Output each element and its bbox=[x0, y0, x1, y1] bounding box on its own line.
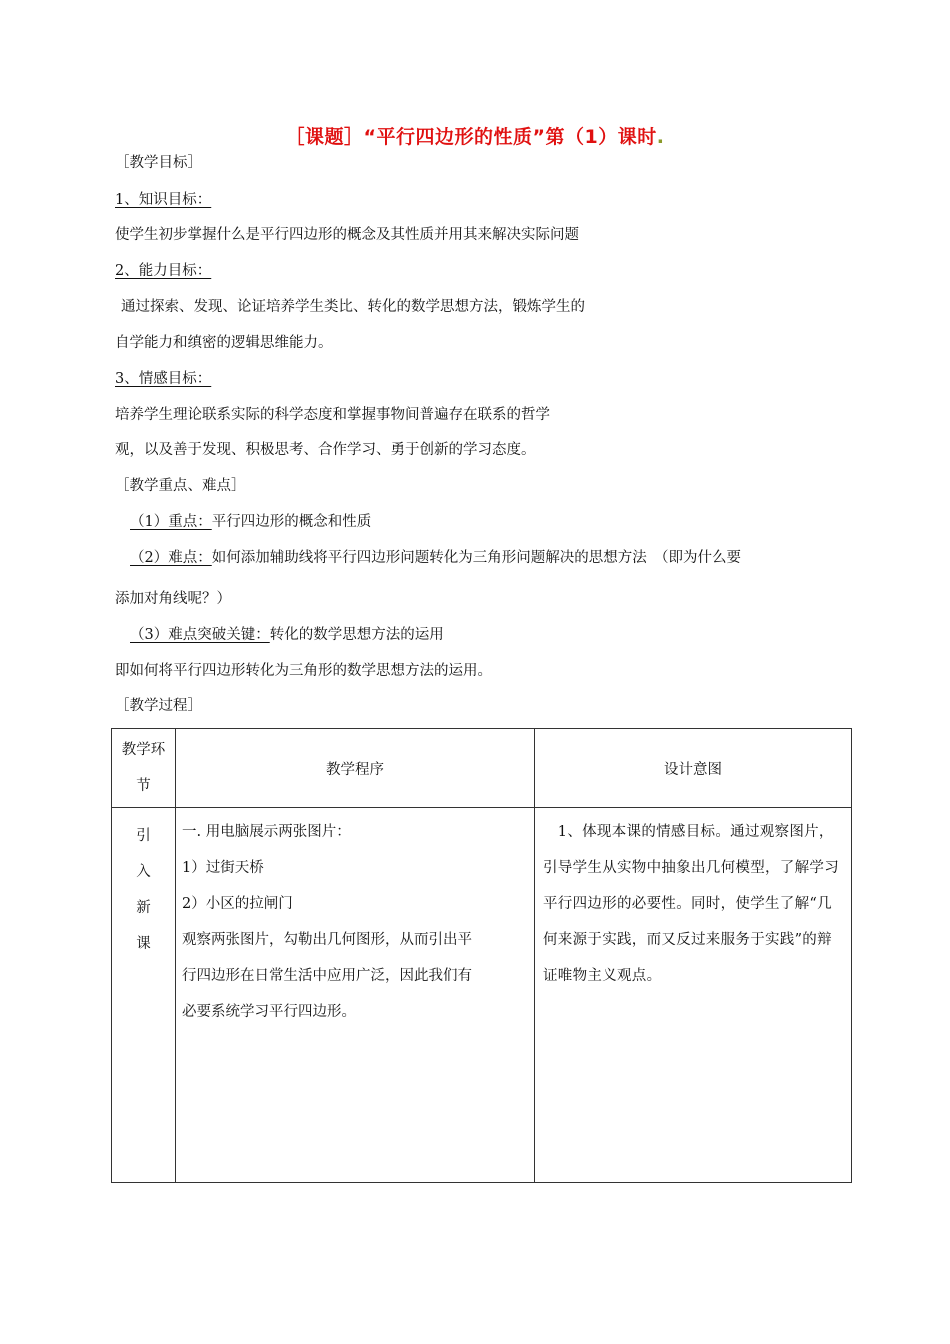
difficulty-text: 如何添加辅助线将平行四边形问题转化为三角形问题解决的思想方法 （即为什么要 bbox=[211, 550, 741, 566]
page-title: ［课题］“平行四边形的性质”第（1）课时. bbox=[285, 126, 665, 148]
title-dot: . bbox=[656, 126, 665, 148]
emotion-text-1: 培养学生理论联系实际的科学态度和掌握事物间普遍存在联系的哲学 bbox=[115, 407, 550, 423]
difficulty-label: （2）难点： bbox=[130, 550, 212, 566]
difficulty-text-2: 添加对角线呢？） bbox=[115, 591, 231, 607]
key-point-label: （1）重点： bbox=[130, 514, 212, 530]
objectives-heading: ［教学目标］ bbox=[115, 155, 202, 171]
program-cell: 一. 用电脑展示两张图片： 1）过街天桥 2）小区的拉闸门 观察两张图片，勾勒出几何图形，从而引出平 行四边形在日常生活中应用广泛，因此我们有 必要系统学习平行四边形。 bbox=[176, 808, 535, 1183]
keypoints-heading: ［教学重点、难点］ bbox=[115, 478, 246, 494]
emotion-label: 3、情感目标： bbox=[115, 371, 212, 387]
breakthrough-text-2: 即如何将平行四边形转化为三角形的数学思想方法的运用。 bbox=[115, 663, 492, 679]
header-program: 教学程序 bbox=[176, 729, 535, 808]
ability-text-2: 自学能力和缜密的逻辑思维能力。 bbox=[115, 335, 333, 351]
intent-cell: 1、体现本课的情感目标。通过观察图片，引导学生从实物中抽象出几何模型，了解学习平行四边形的必要性。同时，使学生了解“几何来源于实践，而又反过来服务于实践”的辩证唯物主义观点。 bbox=[535, 808, 852, 1183]
teaching-process-table bbox=[111, 728, 852, 1183]
knowledge-label: 1、知识目标： bbox=[115, 192, 212, 208]
breakthrough-text: 转化的数学思想方法的运用 bbox=[269, 627, 444, 643]
breakthrough-line bbox=[130, 625, 444, 645]
process-heading: ［教学过程］ bbox=[115, 698, 202, 714]
key-point-text: 平行四边形的概念和性质 bbox=[211, 514, 372, 530]
stage-cell: 引 入 新 课 bbox=[112, 808, 176, 1183]
table-row bbox=[112, 808, 852, 1183]
emotion-text-2: 观，以及善于发现、积极思考、合作学习、勇于创新的学习态度。 bbox=[115, 442, 536, 458]
ability-label: 2、能力目标： bbox=[115, 263, 212, 279]
table-header-row bbox=[112, 729, 852, 808]
breakthrough-label: （3）难点突破关键： bbox=[130, 627, 270, 643]
header-stage: 教学环 节 bbox=[112, 729, 176, 808]
difficulty-line bbox=[130, 548, 741, 568]
header-intent: 设计意图 bbox=[535, 729, 852, 808]
ability-text-1: 通过探索、发现、论证培养学生类比、转化的数学思想方法，锻炼学生的 bbox=[121, 299, 585, 315]
knowledge-text: 使学生初步掌握什么是平行四边形的概念及其性质并用其来解决实际问题 bbox=[115, 227, 579, 243]
key-point-line bbox=[130, 512, 371, 532]
